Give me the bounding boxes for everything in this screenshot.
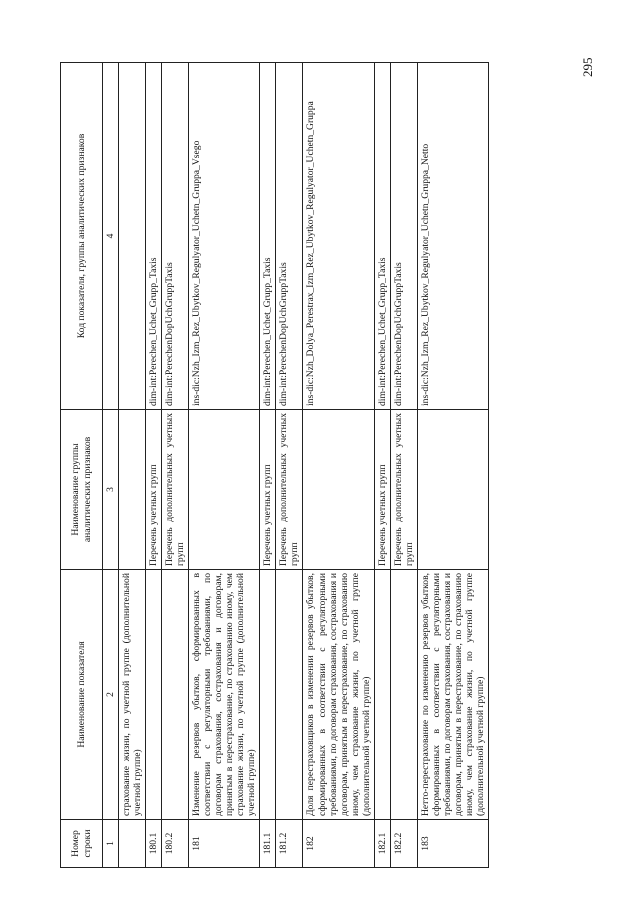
column-number: 4 <box>103 63 119 410</box>
table-row <box>119 63 146 868</box>
row-number: 182.2 <box>390 820 417 868</box>
row-code: dim-int:Perechen_Uchet_Grupp_Taxis <box>374 63 390 410</box>
row-code: ins-dic:Nzh_Izm_Rez_Ubytkov_Regulyator_Uchetn_Gruppa_Netto <box>417 63 488 410</box>
row-indicator-name: Нетто-перестрахование по изменению резервов убытков, сформированных в соответствии с регуляторными требованиями, по договорам страхования, сострахования и договорам, принятым в перестрахование, по страхованию иному, чем страхование жизни, по учетной группе (дополнительной учетной группе) <box>417 570 488 820</box>
row-code: dim-int:PerechenDopUchGruppTaxis <box>162 63 189 410</box>
row-group-name <box>303 410 374 570</box>
indicator-table <box>60 62 489 868</box>
column-number: 1 <box>103 820 119 868</box>
row-indicator-name <box>146 570 162 820</box>
row-code: ins-dic:Nzh_Izm_Rez_Ubytkov_Regulyator_Uchetn_Gruppa_Vsego <box>189 63 260 410</box>
row-number: 180.1 <box>146 820 162 868</box>
row-number: 181 <box>189 820 260 868</box>
row-number: 181.1 <box>260 820 276 868</box>
table-row <box>417 63 488 868</box>
row-indicator-name <box>162 570 189 820</box>
header-row <box>61 63 103 868</box>
row-indicator-name: Изменение резервов убытков, сформированных в соответствии с регуляторными требованиями, по договорам страхования, сострахования и договорам, принятым в перестрахование, по страхованию иному, чем страхование жизни, по учетной группе (дополнительной учетной группе) <box>189 570 260 820</box>
row-code: ins-dic:Nzh_Dolya_Perestrax_Izm_Rez_Ubytkov_Regulyator_Uchetn_Gruppa <box>303 63 374 410</box>
row-group-name: Перечень учетных групп <box>260 410 276 570</box>
row-number <box>119 820 146 868</box>
row-group-name: Перечень учетных групп <box>146 410 162 570</box>
table-row <box>390 63 417 868</box>
header-group-name: Наименование группы аналитических признаков <box>61 410 103 570</box>
row-number: 181.2 <box>276 820 303 868</box>
row-indicator-name: страхование жизни, по учетной группе (дополнительной учетной группе) <box>119 570 146 820</box>
row-number: 182 <box>303 820 374 868</box>
row-group-name <box>189 410 260 570</box>
row-indicator-name <box>276 570 303 820</box>
row-number: 182.1 <box>374 820 390 868</box>
column-number: 3 <box>103 410 119 570</box>
table-row <box>162 63 189 868</box>
row-number: 180.2 <box>162 820 189 868</box>
table-body <box>119 63 489 868</box>
header-code: Код показателя, группы аналитических признаков <box>61 63 103 410</box>
row-indicator-name <box>260 570 276 820</box>
row-code: dim-int:PerechenDopUchGruppTaxis <box>276 63 303 410</box>
table-row <box>374 63 390 868</box>
row-group-name: Перечень учетных групп <box>374 410 390 570</box>
row-group-name <box>417 410 488 570</box>
row-indicator-name: Доля перестраховщиков в изменении резервов убытков, сформированных в соответствии с регуляторными требованиями, по договорам страхования, сострахования и договорам, принятым в перестрахование, по страхованию иному, чем страхование жизни, по учетной группе (дополнительной учетной группе) <box>303 570 374 820</box>
table-row <box>276 63 303 868</box>
row-group-name <box>119 410 146 570</box>
column-number: 2 <box>103 570 119 820</box>
table-row <box>146 63 162 868</box>
row-code: dim-int:PerechenDopUchGruppTaxis <box>390 63 417 410</box>
column-number-row <box>103 63 119 868</box>
row-indicator-name <box>374 570 390 820</box>
row-code: dim-int:Perechen_Uchet_Grupp_Taxis <box>260 63 276 410</box>
row-group-name: Перечень дополнительных учетных групп <box>390 410 417 570</box>
table-row <box>303 63 374 868</box>
header-line-number: Номер строки <box>61 820 103 868</box>
header-indicator-name: Наименование показателя <box>61 570 103 820</box>
row-code <box>119 63 146 410</box>
row-group-name: Перечень дополнительных учетных групп <box>162 410 189 570</box>
row-group-name: Перечень дополнительных учетных групп <box>276 410 303 570</box>
table-row <box>260 63 276 868</box>
rotated-table-wrapper <box>60 63 580 868</box>
row-indicator-name <box>390 570 417 820</box>
row-number: 183 <box>417 820 488 868</box>
row-code: dim-int:Perechen_Uchet_Grupp_Taxis <box>146 63 162 410</box>
page-number: 295 <box>580 57 595 77</box>
table-row <box>189 63 260 868</box>
